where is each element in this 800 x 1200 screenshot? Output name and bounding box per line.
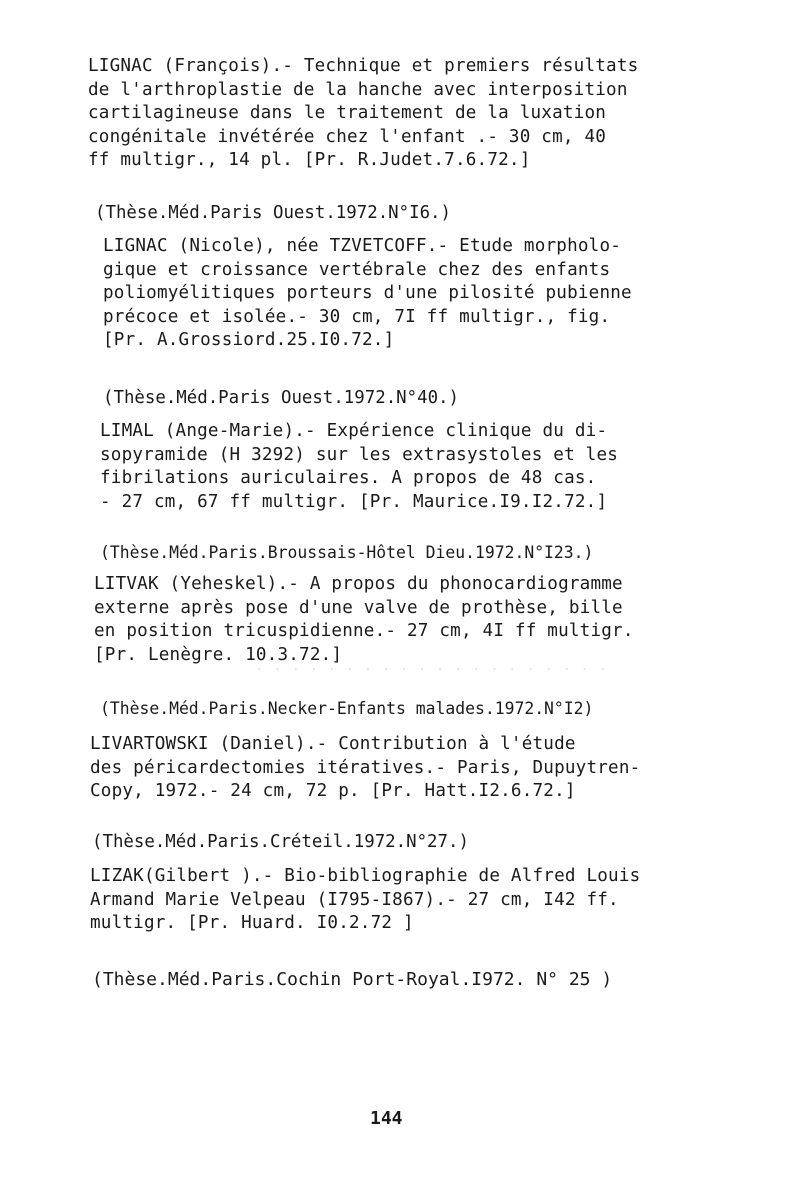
entry-line: congénitale invétérée chez l'enfant .- 30 cm, 40 (88, 126, 607, 147)
entry-line: Armand Marie Velpeau (I795-I867).- 27 cm, I42 ff. (90, 889, 619, 910)
entry-line: gique et croissance vertébrale chez des enfants (103, 259, 611, 280)
entry-line: des péricardectomies itératives.- Paris, Dupuytren- (90, 757, 641, 778)
entry-line: ff multigr., 14 pl. [Pr. R.Judet.7.6.72.] (88, 150, 531, 171)
entry-line: LIZAK(Gilbert ).- Bio-bibliographie de Alfred Louis (90, 866, 641, 886)
entry-line: multigr. [Pr. Huard. I0.2.72 ] (90, 913, 414, 934)
entry-line: LIMAL (Ange-Marie).- Expérience clinique du di- (100, 421, 608, 441)
entry-line: - 27 cm, 67 ff multigr. [Pr. Maurice.I9.I2.72.] (100, 491, 608, 512)
bibliography-entry (103, 235, 743, 353)
entry-line: [Pr. A.Grossiord.25.I0.72.] (103, 330, 395, 351)
entry-line: en position tricuspidienne.- 27 cm, 4I ff multigr. (94, 621, 634, 642)
thesis-source: (Thèse.Méd.Paris Ouest.1972.N°40.) (103, 388, 459, 408)
thesis-source: (Thèse.Méd.Paris.Broussais-Hôtel Dieu.1972.N°I23.) (100, 543, 594, 562)
thesis-source: (Thèse.Méd.Paris.Cochin Port-Royal.I972. N° 25 ) (92, 969, 613, 990)
entry-line: LIGNAC (François).- Technique et premiers résultats (88, 56, 639, 76)
entry-line: externe après pose d'une valve de prothèse, bille (94, 597, 623, 618)
entry-line: de l'arthroplastie de la hanche avec interposition (88, 79, 628, 100)
thesis-source: (Thèse.Méd.Paris Ouest.1972.N°I6.) (95, 203, 451, 223)
page-number: 144 (370, 1108, 403, 1129)
entry-line: LIVARTOWSKI (Daniel).- Contribution à l'étude (90, 734, 576, 754)
entry-line: [Pr. Lenègre. 10.3.72.] (94, 644, 343, 665)
entry-line: précoce et isolée.- 30 cm, 7I ff multigr., fig. (103, 306, 611, 327)
bibliography-entry (90, 865, 730, 936)
entry-line: poliomyélitiques porteurs d'une pilosité pubienne (103, 283, 632, 304)
bibliography-entry (100, 420, 740, 514)
bibliography-entry (94, 573, 734, 667)
bibliography-entry (88, 55, 728, 173)
thesis-source: (Thèse.Méd.Paris.Créteil.1972.N°27.) (92, 832, 469, 852)
entry-line: cartilagineuse dans le traitement de la luxation (88, 103, 607, 124)
entry-line: Copy, 1972.- 24 cm, 72 p. [Pr. Hatt.I2.6.72.] (90, 781, 576, 802)
entry-line: LIGNAC (Nicole), née TZVETCOFF.- Etude morpholo- (103, 236, 622, 256)
entry-line: sopyramide (H 3292) sur les extrasystoles et les (100, 444, 619, 465)
bibliography-entry (90, 733, 730, 804)
entry-line: LITVAK (Yeheskel).- A propos du phonocardiogramme (94, 574, 623, 594)
thesis-source: (Thèse.Méd.Paris.Necker-Enfants malades.1972.N°I2) (100, 699, 594, 718)
entry-line: fibrilations auriculaires. A propos de 48 cas. (100, 468, 597, 489)
show-through-text: · · · · · · · · · · · · · · · · · · · · (255, 660, 608, 678)
